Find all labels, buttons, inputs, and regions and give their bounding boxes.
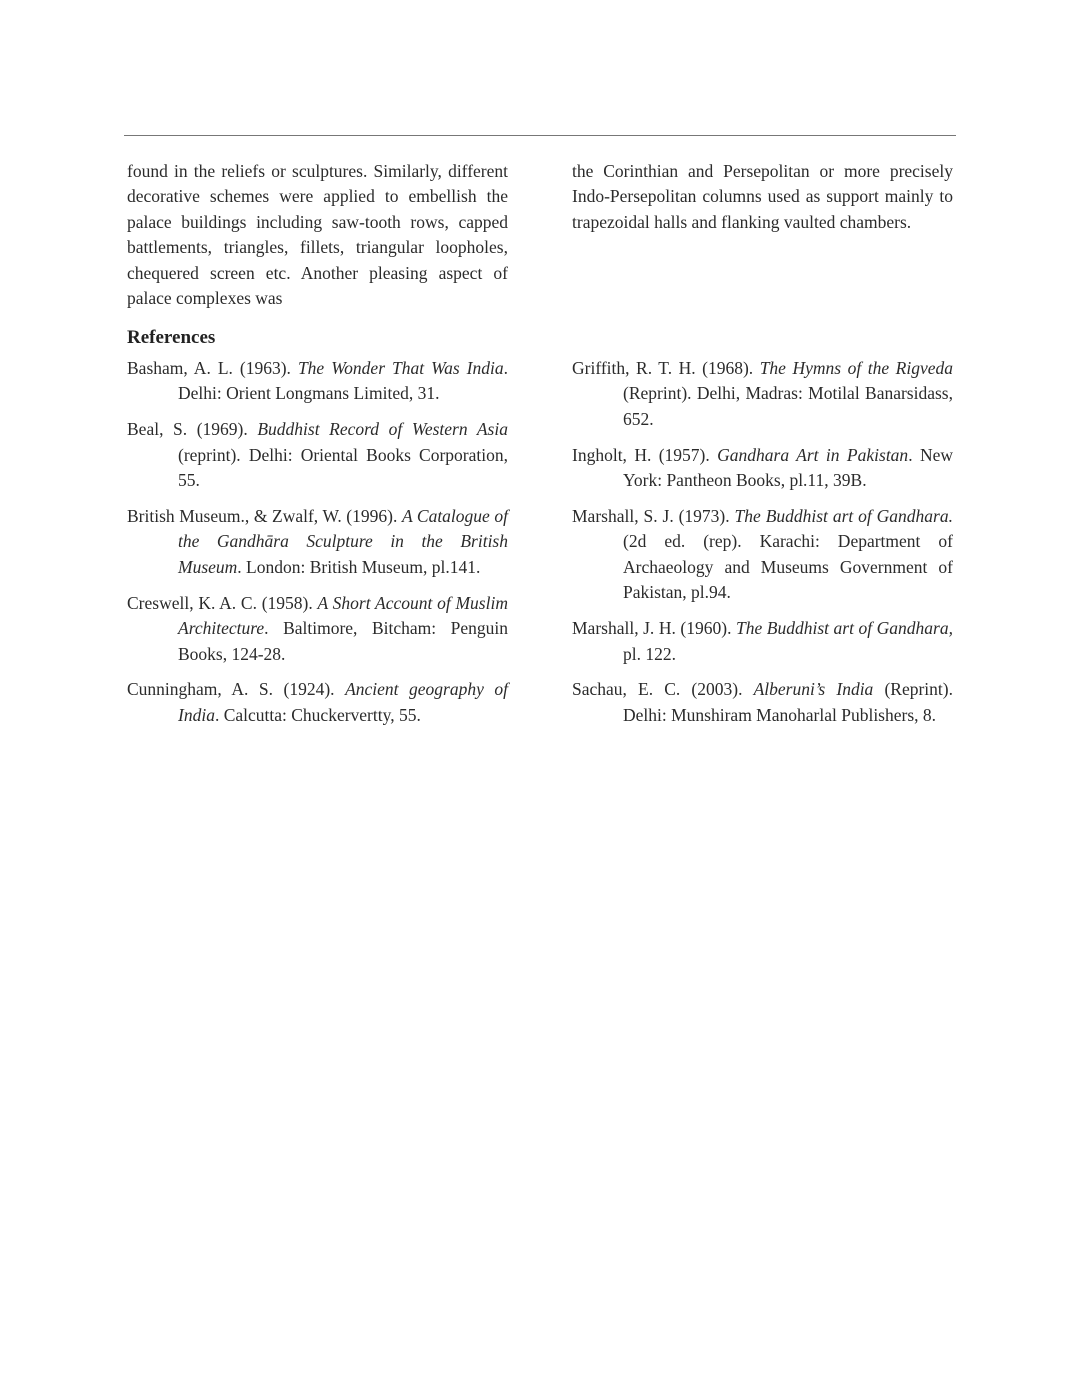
references-heading: References <box>127 327 216 348</box>
body-paragraph-right: the Corinthian and Persepolitan or more precisely Indo-Persepolitan columns used as support mainly to trapezoidal halls and flanking vaulted chambers. <box>572 161 953 232</box>
reference-entry: British Museum., & Zwalf, W. (1996). A Catalogue of the Gandhāra Sculpture in the British Museum. London: British Museum, pl.141. <box>127 506 509 577</box>
reference-entry: Beal, S. (1969). Buddhist Record of Western Asia (reprint). Delhi: Oriental Books Corporation, 55. <box>127 419 508 491</box>
header-rule <box>124 135 956 136</box>
reference-entry: Creswell, K. A. C. (1958). A Short Account of Muslim Architecture. Baltimore, Bitcham: Penguin Books, 124-28. <box>127 592 508 664</box>
reference-entry: Cunningham, A. S. (1924). Ancient geography of India. Calcutta: Chuckervertty, 55. <box>127 679 509 725</box>
reference-entry: Griffith, R. T. H. (1968). The Hymns of the Rigveda (Reprint). Delhi, Madras: Motilal Banarsidass, 652. <box>572 358 953 429</box>
references-list-left <box>127 356 508 739</box>
reference-entry: Marshall, S. J. (1973). The Buddhist art of Gandhara. (2d ed. (rep). Karachi: Department of Archaeology and Museums Government of Pakistan, pl.94. <box>572 506 953 603</box>
references-list-right <box>572 356 953 739</box>
reference-entry: Sachau, E. C. (2003). Alberuni’s India (Reprint). Delhi: Munshiram Manoharlal Publishers, 8. <box>572 679 953 725</box>
reference-entry: Ingholt, H. (1957). Gandhara Art in Pakistan. New York: Pantheon Books, pl.11, 39B. <box>572 444 953 491</box>
body-paragraph-left: found in the reliefs or sculptures. Similarly, different decorative schemes were applied to embellish the palace buildings including saw-tooth rows, capped battlements, triangles, fillets, triangular loopholes, chequered screen etc. Another pleasing aspect of palace complexes was <box>127 161 508 309</box>
reference-entry: Marshall, J. H. (1960). The Buddhist art of Gandhara, pl. 122. <box>572 618 953 664</box>
reference-entry: Basham, A. L. (1963). The Wonder That Was India. Delhi: Orient Longmans Limited, 31. <box>127 358 508 404</box>
